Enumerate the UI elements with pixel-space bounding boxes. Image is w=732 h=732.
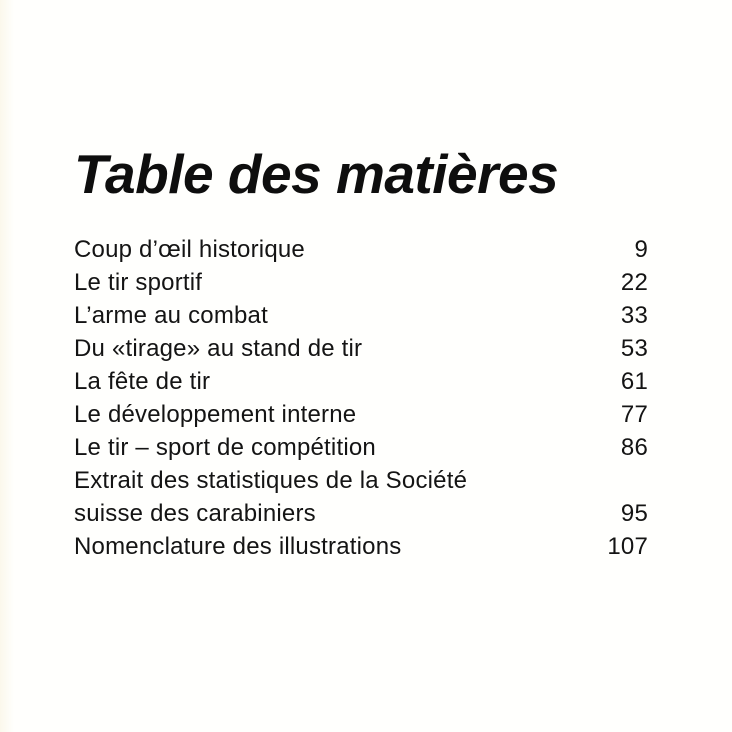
toc-entry-line: suisse des carabiniers [74, 500, 316, 527]
page-title: Table des matières [74, 143, 559, 205]
toc-entry-title [74, 464, 467, 530]
toc-entry [74, 299, 648, 332]
toc-entry [74, 530, 648, 563]
toc-entry-line: Du «tirage» au stand de tir [74, 335, 363, 362]
toc-entry [74, 464, 648, 530]
page-edge [0, 0, 14, 732]
toc-entry [74, 365, 648, 398]
table-of-contents [74, 233, 648, 563]
toc-entry-title [74, 233, 305, 266]
toc-page-number: 107 [607, 533, 648, 560]
toc-page-number: 61 [620, 368, 648, 395]
toc-entry-title [74, 266, 202, 299]
toc-page-number: 33 [620, 302, 648, 329]
toc-entry [74, 266, 648, 299]
toc-entry-title [74, 398, 356, 431]
toc-entry [74, 431, 648, 464]
toc-entry-line: Le développement interne [74, 401, 357, 428]
toc-page-number: 86 [620, 434, 648, 461]
toc-entry-line: Le tir – sport de compétition [74, 434, 376, 461]
toc-entry-line: La fête de tir [74, 368, 211, 395]
toc-entry-line: Nomenclature des illustrations [74, 533, 402, 560]
toc-entry [74, 332, 648, 365]
toc-entry-title [74, 530, 401, 563]
toc-entry [74, 398, 648, 431]
toc-entry-line: Le tir sportif [74, 269, 203, 296]
toc-entry-title [74, 299, 268, 332]
toc-page-number: 95 [620, 500, 648, 527]
toc-entry [74, 233, 648, 266]
toc-page-number: 22 [620, 269, 648, 296]
toc-page-number: 9 [634, 236, 648, 263]
toc-entry-title [74, 332, 362, 365]
toc-page-number: 53 [620, 335, 648, 362]
toc-entry-line: Coup d’œil historique [74, 236, 305, 263]
toc-entry-line: L’arme au combat [74, 302, 268, 329]
toc-page-number: 77 [620, 401, 648, 428]
toc-entry-title [74, 365, 210, 398]
toc-entry-title [74, 431, 376, 464]
toc-entry-line: Extrait des statistiques de la Société [74, 467, 468, 494]
